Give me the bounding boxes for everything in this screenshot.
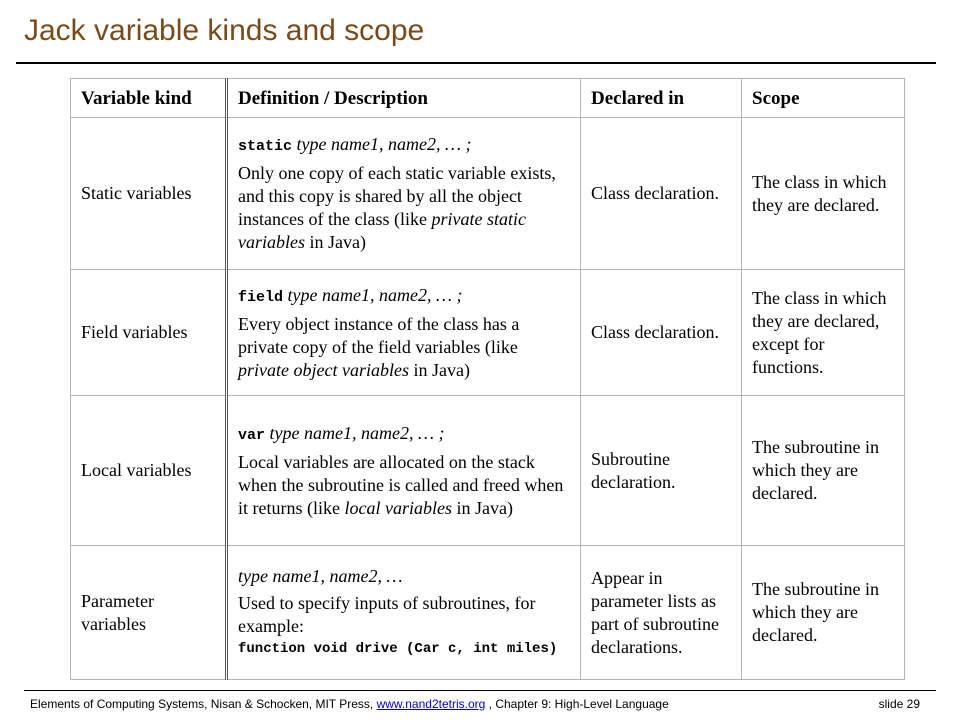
footer-divider — [24, 690, 936, 691]
keyword: field — [238, 288, 284, 306]
title-divider — [16, 62, 936, 64]
description-emphasis: local variables — [344, 497, 452, 518]
definition-cell — [227, 396, 581, 546]
description-emphasis: private static variables — [238, 209, 526, 252]
syntax-text: type name1, name2, … ; — [283, 284, 463, 305]
table-header-row — [71, 79, 905, 118]
keyword: var — [238, 426, 266, 444]
syntax-text: type name1, name2, … ; — [265, 422, 445, 443]
footer — [30, 697, 920, 711]
declaration-syntax: type name1, name2, … — [238, 565, 403, 586]
table-row — [71, 118, 905, 270]
table-row — [71, 270, 905, 396]
description — [238, 313, 570, 382]
header-definition: Definition / Description — [227, 79, 581, 118]
declaration-syntax — [238, 422, 570, 447]
description-text: in Java) — [408, 359, 470, 380]
table-row — [71, 396, 905, 546]
description — [238, 162, 570, 254]
scope-cell: The subroutine in which they are declared. — [742, 546, 905, 680]
scope-cell: The subroutine in which they are declared. — [742, 396, 905, 546]
slide-title: Jack variable kinds and scope — [24, 14, 425, 47]
definition-cell — [227, 546, 581, 680]
scope-cell: The class in which they are declared, except for functions. — [742, 270, 905, 396]
declaration-syntax — [238, 133, 570, 158]
description: Used to specify inputs of subroutines, for example: — [238, 592, 536, 636]
description-text: Only one copy of each static variable exists, and this copy is shared by all the object instances of the class (like — [238, 163, 556, 229]
description-text: in Java) — [305, 232, 366, 252]
description-emphasis: private object variables — [238, 359, 409, 380]
description-text: in Java) — [451, 497, 513, 518]
declared-in-cell: Class declaration. — [581, 270, 742, 396]
declared-in-cell: Class declaration. — [581, 118, 742, 270]
example-code: function void drive (Car c, int miles) — [238, 640, 558, 657]
variable-kinds-table-container — [70, 78, 904, 682]
definition-cell — [227, 118, 581, 270]
declared-in-cell: Subroutine declaration. — [581, 396, 742, 546]
header-variable-kind: Variable kind — [71, 79, 227, 118]
kind-cell: Local variables — [71, 396, 227, 546]
header-scope: Scope — [742, 79, 905, 118]
footer-website-link[interactable]: www.nand2tetris.org — [376, 697, 486, 711]
declaration-syntax — [238, 284, 570, 309]
slide-number: slide 29 — [878, 697, 920, 711]
kind-cell: Parameter variables — [71, 546, 227, 680]
kind-cell: Static variables — [71, 118, 227, 270]
header-declared-in: Declared in — [581, 79, 742, 118]
footer-citation: Elements of Computing Systems, Nisan & Schocken, MIT Press, — [30, 697, 377, 711]
description-text: Local variables are allocated on the stack when the subroutine is called and freed when it returns (like — [238, 451, 564, 518]
keyword: static — [238, 138, 293, 155]
variable-kinds-table — [70, 78, 905, 680]
definition-cell — [227, 270, 581, 396]
scope-cell: The class in which they are declared. — [742, 118, 905, 270]
kind-cell: Field variables — [71, 270, 227, 396]
description — [238, 451, 570, 520]
declared-in-cell: Appear in parameter lists as part of subroutine declarations. — [581, 546, 742, 680]
footer-chapter: , Chapter 9: High-Level Language — [485, 697, 669, 711]
description-text: Every object instance of the class has a private copy of the field variables (like — [238, 313, 520, 357]
table-row — [71, 546, 905, 680]
syntax-text: type name1, name2, … ; — [292, 134, 472, 154]
